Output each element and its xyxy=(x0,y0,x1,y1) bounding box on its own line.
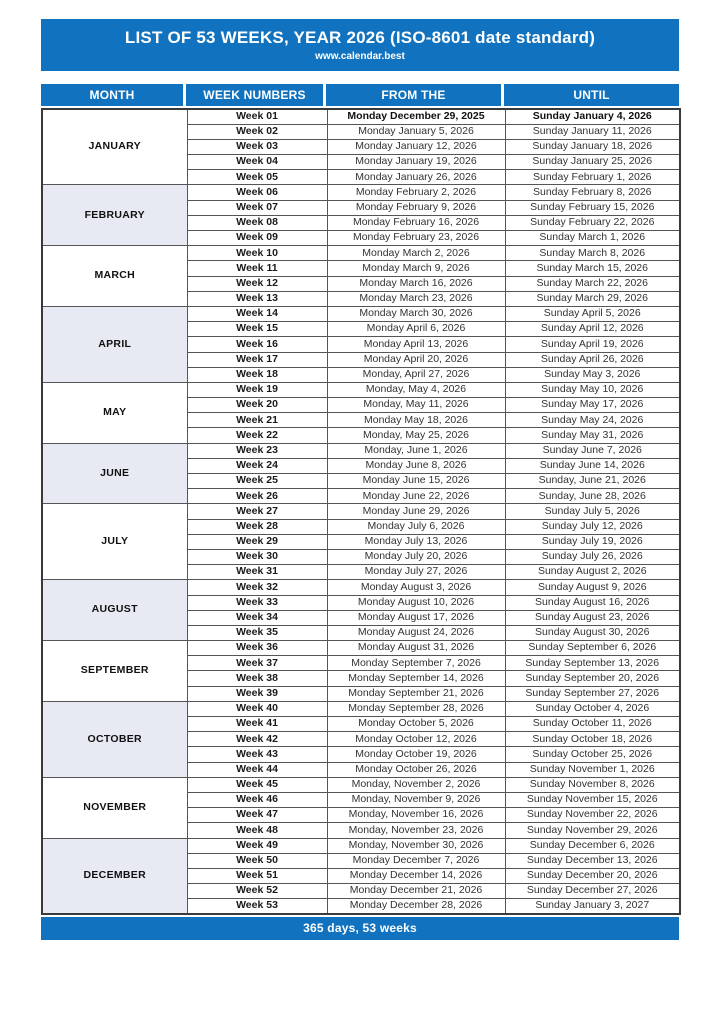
from-date-cell: Monday December 29, 2025 xyxy=(327,109,505,124)
from-date-cell: Monday April 20, 2026 xyxy=(327,352,505,367)
week-number-cell: Week 26 xyxy=(187,489,327,504)
week-number-cell: Week 11 xyxy=(187,261,327,276)
until-date-cell: Sunday July 19, 2026 xyxy=(505,534,680,549)
from-date-cell: Monday, November 2, 2026 xyxy=(327,777,505,792)
week-number-cell: Week 41 xyxy=(187,717,327,732)
from-date-cell: Monday January 5, 2026 xyxy=(327,124,505,139)
footer-summary: 365 days, 53 weeks xyxy=(303,921,417,936)
from-date-cell: Monday August 24, 2026 xyxy=(327,625,505,640)
from-date-cell: Monday March 23, 2026 xyxy=(327,291,505,306)
column-header-until: UNTIL xyxy=(504,84,679,106)
from-date-cell: Monday February 16, 2026 xyxy=(327,215,505,230)
week-number-cell: Week 10 xyxy=(187,246,327,261)
week-number-cell: Week 14 xyxy=(187,306,327,321)
until-date-cell: Sunday October 25, 2026 xyxy=(505,747,680,762)
until-date-cell: Sunday May 24, 2026 xyxy=(505,413,680,428)
week-number-cell: Week 07 xyxy=(187,200,327,215)
until-date-cell: Sunday April 12, 2026 xyxy=(505,322,680,337)
from-date-cell: Monday April 6, 2026 xyxy=(327,322,505,337)
from-date-cell: Monday April 13, 2026 xyxy=(327,337,505,352)
from-date-cell: Monday June 22, 2026 xyxy=(327,489,505,504)
until-date-cell: Sunday October 11, 2026 xyxy=(505,717,680,732)
table-row xyxy=(42,246,680,261)
week-number-cell: Week 01 xyxy=(187,109,327,124)
until-date-cell: Sunday May 17, 2026 xyxy=(505,398,680,413)
week-number-cell: Week 29 xyxy=(187,534,327,549)
until-date-cell: Sunday February 8, 2026 xyxy=(505,185,680,200)
until-date-cell: Sunday September 13, 2026 xyxy=(505,656,680,671)
website-url: www.calendar.best xyxy=(315,51,405,62)
until-date-cell: Sunday August 16, 2026 xyxy=(505,595,680,610)
week-number-cell: Week 34 xyxy=(187,610,327,625)
table-row xyxy=(42,306,680,321)
from-date-cell: Monday July 27, 2026 xyxy=(327,565,505,580)
from-date-cell: Monday March 2, 2026 xyxy=(327,246,505,261)
week-number-cell: Week 27 xyxy=(187,504,327,519)
week-number-cell: Week 25 xyxy=(187,474,327,489)
until-date-cell: Sunday September 27, 2026 xyxy=(505,686,680,701)
column-header-from-the: FROM THE xyxy=(326,84,501,106)
until-date-cell: Sunday March 22, 2026 xyxy=(505,276,680,291)
from-date-cell: Monday, November 9, 2026 xyxy=(327,792,505,807)
week-number-cell: Week 43 xyxy=(187,747,327,762)
month-cell: OCTOBER xyxy=(42,701,187,777)
until-date-cell: Sunday November 15, 2026 xyxy=(505,792,680,807)
column-header-row xyxy=(41,84,679,106)
from-date-cell: Monday May 18, 2026 xyxy=(327,413,505,428)
from-date-cell: Monday June 29, 2026 xyxy=(327,504,505,519)
week-number-cell: Week 49 xyxy=(187,838,327,853)
footer-bar xyxy=(41,917,679,940)
week-number-cell: Week 35 xyxy=(187,625,327,640)
until-date-cell: Sunday January 25, 2026 xyxy=(505,155,680,170)
from-date-cell: Monday September 21, 2026 xyxy=(327,686,505,701)
week-number-cell: Week 53 xyxy=(187,899,327,914)
until-date-cell: Sunday January 11, 2026 xyxy=(505,124,680,139)
until-date-cell: Sunday October 4, 2026 xyxy=(505,701,680,716)
week-number-cell: Week 30 xyxy=(187,549,327,564)
until-date-cell: Sunday July 5, 2026 xyxy=(505,504,680,519)
month-cell: MAY xyxy=(42,382,187,443)
week-number-cell: Week 32 xyxy=(187,580,327,595)
week-number-cell: Week 12 xyxy=(187,276,327,291)
from-date-cell: Monday December 28, 2026 xyxy=(327,899,505,914)
from-date-cell: Monday June 15, 2026 xyxy=(327,474,505,489)
week-number-cell: Week 21 xyxy=(187,413,327,428)
until-date-cell: Sunday March 29, 2026 xyxy=(505,291,680,306)
from-date-cell: Monday July 6, 2026 xyxy=(327,519,505,534)
from-date-cell: Monday February 9, 2026 xyxy=(327,200,505,215)
until-date-cell: Sunday March 15, 2026 xyxy=(505,261,680,276)
until-date-cell: Sunday May 31, 2026 xyxy=(505,428,680,443)
month-cell: APRIL xyxy=(42,306,187,382)
until-date-cell: Sunday December 6, 2026 xyxy=(505,838,680,853)
from-date-cell: Monday October 5, 2026 xyxy=(327,717,505,732)
from-date-cell: Monday, November 23, 2026 xyxy=(327,823,505,838)
until-date-cell: Sunday June 7, 2026 xyxy=(505,443,680,458)
from-date-cell: Monday December 21, 2026 xyxy=(327,884,505,899)
until-date-cell: Sunday December 20, 2026 xyxy=(505,868,680,883)
from-date-cell: Monday October 19, 2026 xyxy=(327,747,505,762)
week-number-cell: Week 02 xyxy=(187,124,327,139)
until-date-cell: Sunday November 8, 2026 xyxy=(505,777,680,792)
week-number-cell: Week 46 xyxy=(187,792,327,807)
until-date-cell: Sunday August 2, 2026 xyxy=(505,565,680,580)
from-date-cell: Monday September 14, 2026 xyxy=(327,671,505,686)
until-date-cell: Sunday July 26, 2026 xyxy=(505,549,680,564)
until-date-cell: Sunday July 12, 2026 xyxy=(505,519,680,534)
weeks-table xyxy=(41,108,681,915)
from-date-cell: Monday, May 25, 2026 xyxy=(327,428,505,443)
from-date-cell: Monday September 7, 2026 xyxy=(327,656,505,671)
from-date-cell: Monday March 30, 2026 xyxy=(327,306,505,321)
from-date-cell: Monday March 9, 2026 xyxy=(327,261,505,276)
table-row xyxy=(42,443,680,458)
month-cell: JUNE xyxy=(42,443,187,504)
month-cell: NOVEMBER xyxy=(42,777,187,838)
table-row xyxy=(42,701,680,716)
column-header-week-numbers: WEEK NUMBERS xyxy=(186,84,323,106)
week-number-cell: Week 42 xyxy=(187,732,327,747)
week-number-cell: Week 16 xyxy=(187,337,327,352)
until-date-cell: Sunday, June 21, 2026 xyxy=(505,474,680,489)
column-header-month: MONTH xyxy=(41,84,183,106)
month-cell: DECEMBER xyxy=(42,838,187,914)
until-date-cell: Sunday August 23, 2026 xyxy=(505,610,680,625)
from-date-cell: Monday January 26, 2026 xyxy=(327,170,505,185)
week-number-cell: Week 47 xyxy=(187,808,327,823)
from-date-cell: Monday July 20, 2026 xyxy=(327,549,505,564)
from-date-cell: Monday June 8, 2026 xyxy=(327,458,505,473)
week-number-cell: Week 33 xyxy=(187,595,327,610)
until-date-cell: Sunday May 10, 2026 xyxy=(505,382,680,397)
until-date-cell: Sunday October 18, 2026 xyxy=(505,732,680,747)
until-date-cell: Sunday April 5, 2026 xyxy=(505,306,680,321)
week-number-cell: Week 17 xyxy=(187,352,327,367)
week-number-cell: Week 15 xyxy=(187,322,327,337)
until-date-cell: Sunday April 19, 2026 xyxy=(505,337,680,352)
week-number-cell: Week 06 xyxy=(187,185,327,200)
month-cell: MARCH xyxy=(42,246,187,307)
week-number-cell: Week 52 xyxy=(187,884,327,899)
from-date-cell: Monday, November 30, 2026 xyxy=(327,838,505,853)
week-number-cell: Week 31 xyxy=(187,565,327,580)
until-date-cell: Sunday May 3, 2026 xyxy=(505,367,680,382)
from-date-cell: Monday, April 27, 2026 xyxy=(327,367,505,382)
week-number-cell: Week 20 xyxy=(187,398,327,413)
until-date-cell: Sunday December 13, 2026 xyxy=(505,853,680,868)
from-date-cell: Monday, November 16, 2026 xyxy=(327,808,505,823)
from-date-cell: Monday August 10, 2026 xyxy=(327,595,505,610)
week-number-cell: Week 44 xyxy=(187,762,327,777)
month-cell: AUGUST xyxy=(42,580,187,641)
from-date-cell: Monday October 12, 2026 xyxy=(327,732,505,747)
week-number-cell: Week 04 xyxy=(187,155,327,170)
until-date-cell: Sunday January 4, 2026 xyxy=(505,109,680,124)
until-date-cell: Sunday March 8, 2026 xyxy=(505,246,680,261)
week-number-cell: Week 36 xyxy=(187,641,327,656)
week-number-cell: Week 08 xyxy=(187,215,327,230)
table-row xyxy=(42,109,680,124)
week-number-cell: Week 05 xyxy=(187,170,327,185)
page-title: LIST OF 53 WEEKS, YEAR 2026 (ISO-8601 date standard) xyxy=(124,28,596,47)
until-date-cell: Sunday January 18, 2026 xyxy=(505,139,680,154)
week-number-cell: Week 28 xyxy=(187,519,327,534)
until-date-cell: Sunday January 3, 2027 xyxy=(505,899,680,914)
calendar-page xyxy=(41,19,679,940)
from-date-cell: Monday, June 1, 2026 xyxy=(327,443,505,458)
until-date-cell: Sunday November 1, 2026 xyxy=(505,762,680,777)
table-row xyxy=(42,580,680,595)
from-date-cell: Monday December 7, 2026 xyxy=(327,853,505,868)
title-bar xyxy=(41,19,679,71)
week-number-cell: Week 09 xyxy=(187,231,327,246)
until-date-cell: Sunday November 29, 2026 xyxy=(505,823,680,838)
until-date-cell: Sunday September 20, 2026 xyxy=(505,671,680,686)
week-number-cell: Week 37 xyxy=(187,656,327,671)
from-date-cell: Monday December 14, 2026 xyxy=(327,868,505,883)
until-date-cell: Sunday June 14, 2026 xyxy=(505,458,680,473)
from-date-cell: Monday February 2, 2026 xyxy=(327,185,505,200)
table-row xyxy=(42,838,680,853)
week-number-cell: Week 18 xyxy=(187,367,327,382)
from-date-cell: Monday August 3, 2026 xyxy=(327,580,505,595)
until-date-cell: Sunday November 22, 2026 xyxy=(505,808,680,823)
month-cell: JANUARY xyxy=(42,109,187,185)
until-date-cell: Sunday April 26, 2026 xyxy=(505,352,680,367)
week-number-cell: Week 03 xyxy=(187,139,327,154)
week-number-cell: Week 22 xyxy=(187,428,327,443)
until-date-cell: Sunday February 22, 2026 xyxy=(505,215,680,230)
week-number-cell: Week 38 xyxy=(187,671,327,686)
from-date-cell: Monday January 12, 2026 xyxy=(327,139,505,154)
week-number-cell: Week 50 xyxy=(187,853,327,868)
week-number-cell: Week 24 xyxy=(187,458,327,473)
until-date-cell: Sunday December 27, 2026 xyxy=(505,884,680,899)
until-date-cell: Sunday, June 28, 2026 xyxy=(505,489,680,504)
weeks-table-body xyxy=(42,109,680,914)
week-number-cell: Week 45 xyxy=(187,777,327,792)
from-date-cell: Monday October 26, 2026 xyxy=(327,762,505,777)
from-date-cell: Monday August 31, 2026 xyxy=(327,641,505,656)
from-date-cell: Monday February 23, 2026 xyxy=(327,231,505,246)
week-number-cell: Week 23 xyxy=(187,443,327,458)
table-row xyxy=(42,777,680,792)
until-date-cell: Sunday September 6, 2026 xyxy=(505,641,680,656)
table-row xyxy=(42,504,680,519)
until-date-cell: Sunday August 9, 2026 xyxy=(505,580,680,595)
week-number-cell: Week 39 xyxy=(187,686,327,701)
until-date-cell: Sunday August 30, 2026 xyxy=(505,625,680,640)
until-date-cell: Sunday February 15, 2026 xyxy=(505,200,680,215)
until-date-cell: Sunday March 1, 2026 xyxy=(505,231,680,246)
table-row xyxy=(42,382,680,397)
week-number-cell: Week 40 xyxy=(187,701,327,716)
month-cell: SEPTEMBER xyxy=(42,641,187,702)
week-number-cell: Week 51 xyxy=(187,868,327,883)
from-date-cell: Monday July 13, 2026 xyxy=(327,534,505,549)
week-number-cell: Week 19 xyxy=(187,382,327,397)
from-date-cell: Monday, May 11, 2026 xyxy=(327,398,505,413)
from-date-cell: Monday September 28, 2026 xyxy=(327,701,505,716)
from-date-cell: Monday March 16, 2026 xyxy=(327,276,505,291)
week-number-cell: Week 13 xyxy=(187,291,327,306)
from-date-cell: Monday, May 4, 2026 xyxy=(327,382,505,397)
week-number-cell: Week 48 xyxy=(187,823,327,838)
from-date-cell: Monday January 19, 2026 xyxy=(327,155,505,170)
from-date-cell: Monday August 17, 2026 xyxy=(327,610,505,625)
month-cell: JULY xyxy=(42,504,187,580)
table-row xyxy=(42,185,680,200)
until-date-cell: Sunday February 1, 2026 xyxy=(505,170,680,185)
month-cell: FEBRUARY xyxy=(42,185,187,246)
table-row xyxy=(42,641,680,656)
